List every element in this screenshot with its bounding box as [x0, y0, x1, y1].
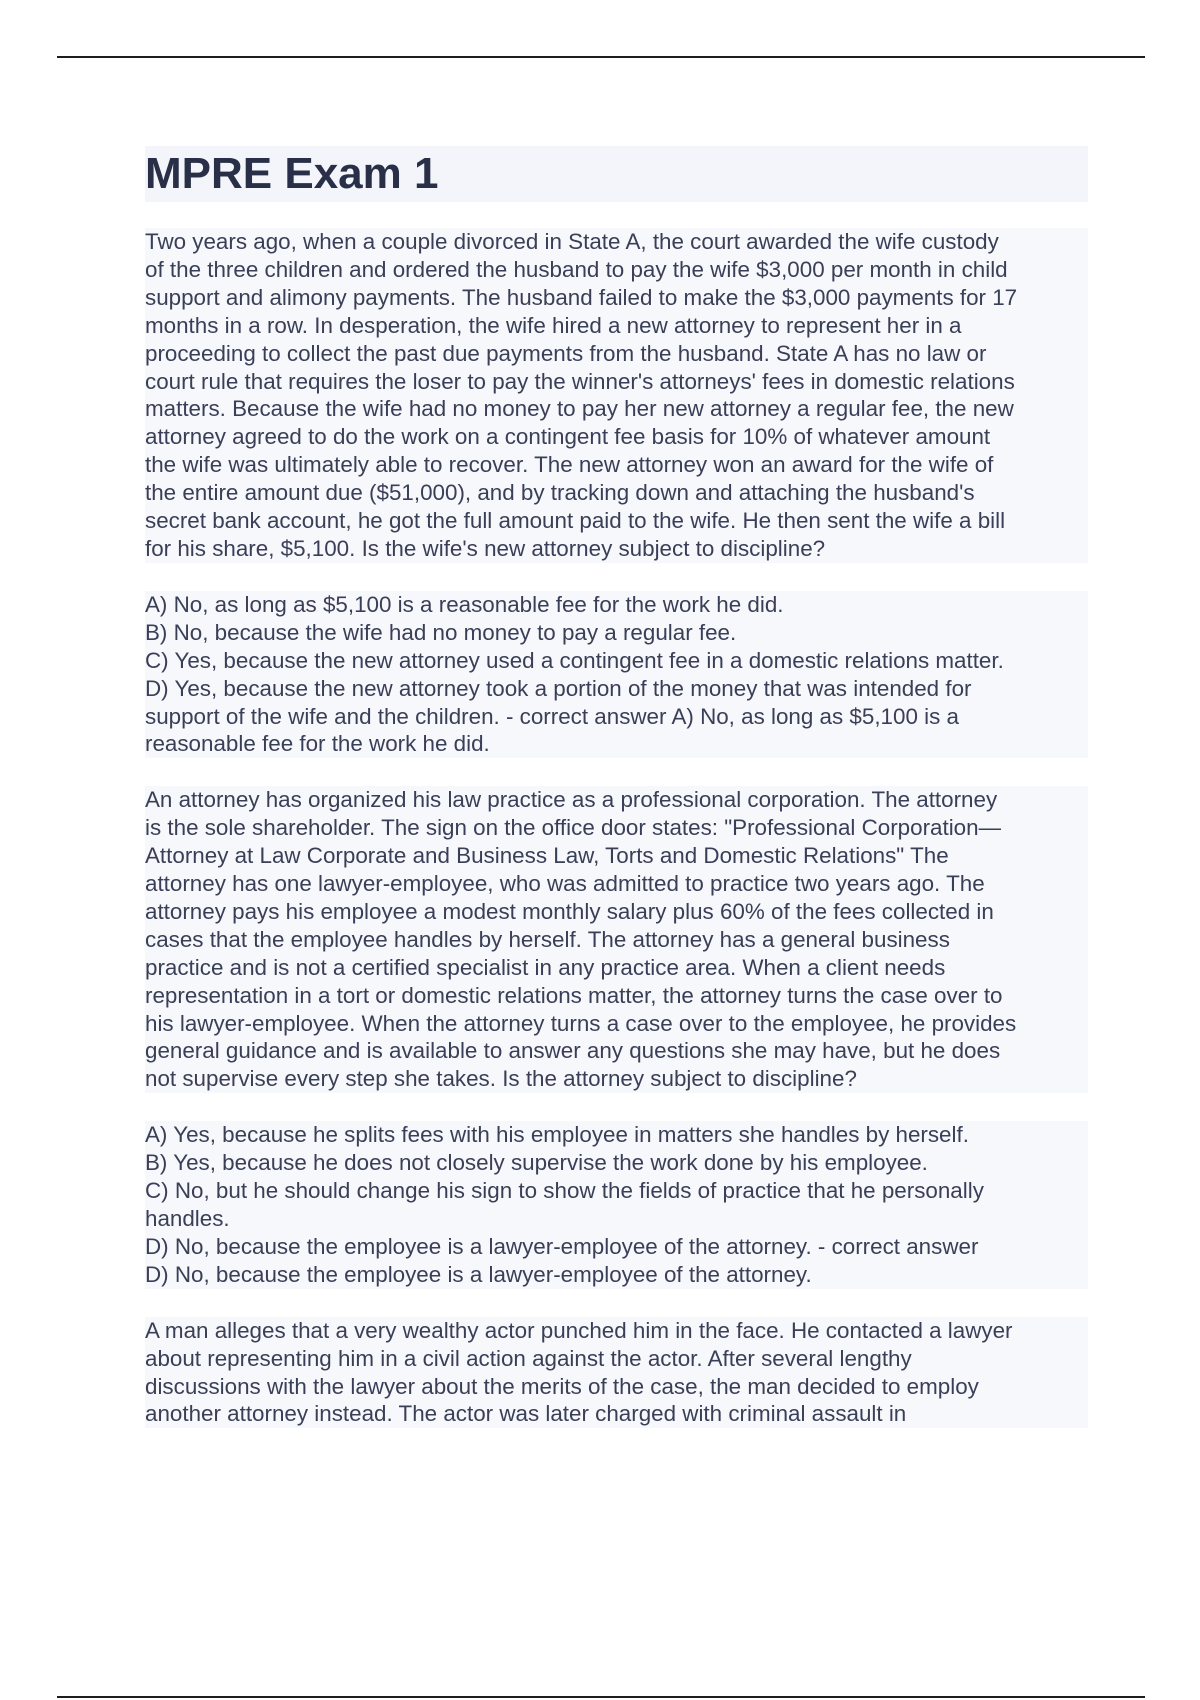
text-line: D) No, because the employee is a lawyer-employee of the attorney.: [145, 1261, 812, 1287]
text-line: proceeding to collect the past due payments from the husband. State A has no law or: [145, 340, 987, 366]
text-line: court rule that requires the loser to pay the winner's attorneys' fees in domestic relations: [145, 368, 1015, 394]
text-line: Two years ago, when a couple divorced in State A, the court awarded the wife custody: [145, 229, 999, 254]
text-line: is the sole shareholder. The sign on the office door states: "Professional Corporation—: [145, 815, 1001, 841]
text-line: A man alleges that a very wealthy actor punched him in the face. He contacted a lawyer: [145, 1317, 1013, 1343]
text-line: C) Yes, because the new attorney used a contingent fee in a domestic relations matter.: [145, 647, 1004, 673]
document-title: MPRE Exam 1: [145, 146, 1088, 202]
text-line: support and alimony payments. The husband failed to make the $3,000 payments for 17: [145, 284, 1018, 310]
text-line: B) Yes, because he does not closely supervise the work done by his employee.: [145, 1150, 928, 1176]
text-line: C) No, but he should change his sign to show the fields of practice that he personally: [145, 1178, 984, 1204]
text-line: support of the wife and the children. - correct answer A) No, as long as $5,100 is a: [145, 703, 959, 729]
text-line: months in a row. In desperation, the wife hired a new attorney to represent her in a: [145, 312, 962, 338]
text-line: An attorney has organized his law practice as a professional corporation. The attorney: [145, 787, 998, 813]
text-line: D) No, because the employee is a lawyer-employee of the attorney. - correct answer: [145, 1233, 979, 1259]
text-line: not supervise every step she takes. Is the attorney subject to discipline?: [145, 1066, 857, 1092]
document-body: [145, 228, 1088, 1428]
text-line: for his share, $5,100. Is the wife's new attorney subject to discipline?: [145, 535, 826, 561]
text-line: of the three children and ordered the husband to pay the wife $3,000 per month in child: [145, 256, 1008, 282]
text-line: Attorney at Law Corporate and Business Law, Torts and Domestic Relations" The: [145, 843, 949, 869]
text-line: B) No, because the wife had no money to pay a regular fee.: [145, 619, 737, 645]
text-line: reasonable fee for the work he did.: [145, 731, 490, 757]
header-rule: [57, 56, 1145, 58]
footer-rule: [57, 1696, 1145, 1698]
text-line: A) Yes, because he splits fees with his employee in matters she handles by herself.: [145, 1122, 969, 1148]
text-line: attorney pays his employee a modest monthly salary plus 60% of the fees collected in: [145, 898, 994, 924]
text-line: D) Yes, because the new attorney took a portion of the money that was intended for: [145, 675, 972, 701]
text-line: the entire amount due ($51,000), and by tracking down and attaching the husband's: [145, 480, 975, 506]
text-line: the wife was ultimately able to recover. The new attorney won an award for the wife of: [145, 452, 994, 478]
text-line: practice and is not a certified specialist in any practice area. When a client needs: [145, 954, 946, 980]
text-line: about representing him in a civil action against the actor. After several lengthy: [145, 1345, 912, 1371]
question-2-paragraph: [145, 786, 1088, 1093]
text-line: cases that the employee handles by herself. The attorney has a general business: [145, 926, 950, 952]
text-line: attorney agreed to do the work on a contingent fee basis for 10% of whatever amount: [145, 424, 991, 450]
question-2-answers: [145, 1121, 1088, 1288]
question-3-paragraph: [145, 1317, 1088, 1429]
question-1-paragraph: [145, 228, 1088, 563]
text-line: handles.: [145, 1206, 230, 1231]
text-line: attorney has one lawyer-employee, who was admitted to practice two years ago. The: [145, 871, 985, 897]
document-page: [145, 146, 1088, 1456]
text-line: matters. Because the wife had no money to pay her new attorney a regular fee, the new: [145, 396, 1014, 422]
text-line: another attorney instead. The actor was later charged with criminal assault in: [145, 1401, 907, 1427]
text-line: general guidance and is available to answer any questions she may have, but he does: [145, 1038, 1001, 1064]
question-1-answers: [145, 591, 1088, 758]
text-line: A) No, as long as $5,100 is a reasonable fee for the work he did.: [145, 591, 784, 617]
text-line: secret bank account, he got the full amount paid to the wife. He then sent the wife a bill: [145, 508, 1006, 534]
text-line: representation in a tort or domestic relations matter, the attorney turns the case over to: [145, 982, 1003, 1008]
text-line: his lawyer-employee. When the attorney turns a case over to the employee, he provides: [145, 1010, 1017, 1036]
text-line: discussions with the lawyer about the merits of the case, the man decided to employ: [145, 1373, 979, 1399]
